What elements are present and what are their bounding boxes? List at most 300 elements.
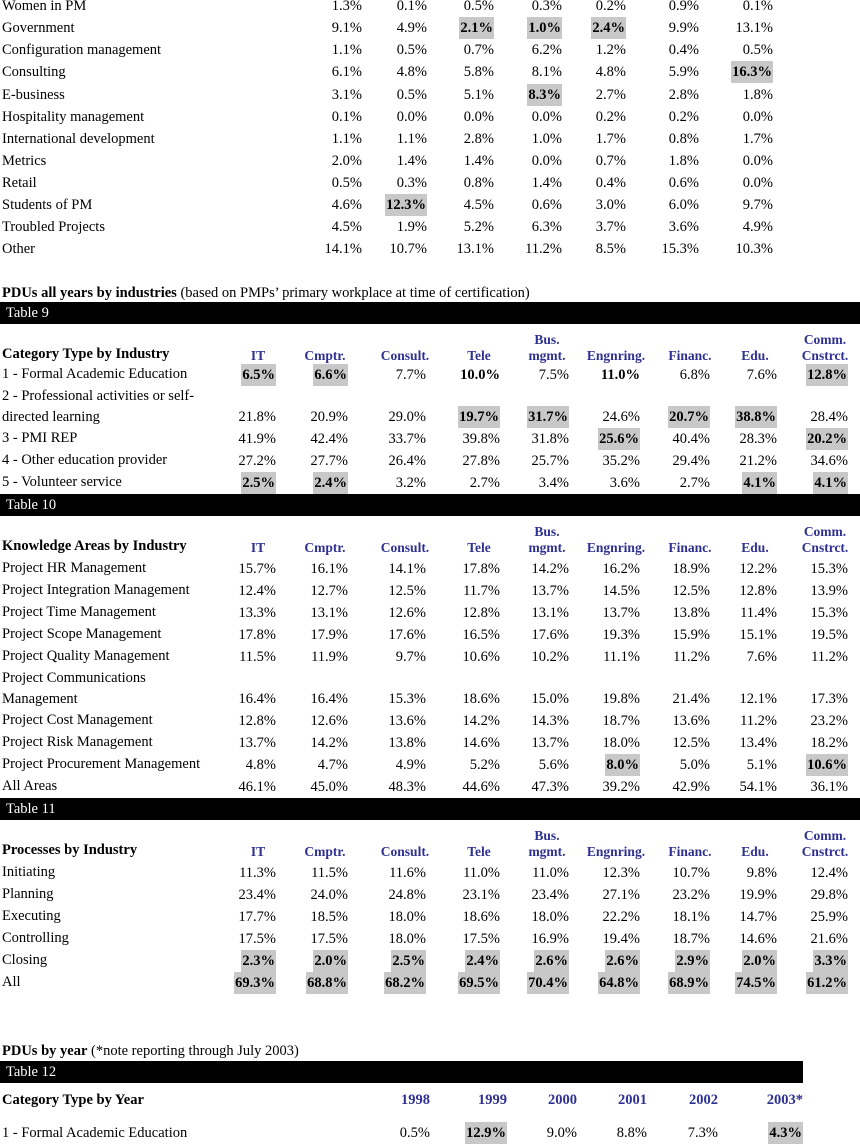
- table-row: [0, 216, 860, 238]
- value-cell: 0.7%: [595, 153, 626, 169]
- value-cell: 15.3%: [810, 605, 848, 621]
- value-cell: 9.1%: [331, 20, 362, 36]
- value-cell: 19.5%: [810, 627, 848, 643]
- value-cell: 16.5%: [462, 627, 500, 643]
- table-row: [0, 928, 860, 950]
- value-cell: 10.6%: [462, 649, 500, 665]
- column-header: 2003*: [766, 1092, 803, 1108]
- value-cell: 14.6%: [462, 735, 500, 751]
- value-cell: 5.1%: [746, 757, 777, 773]
- value-cell: 18.5%: [310, 909, 348, 925]
- value-cell: 18.6%: [462, 909, 500, 925]
- row-label: Project Scope Management: [2, 626, 162, 642]
- value-cell: 5.6%: [538, 757, 569, 773]
- value-cell: 13.1%: [456, 241, 494, 257]
- column-header: 2002: [689, 1092, 718, 1108]
- value-cell: 29.8%: [810, 887, 848, 903]
- value-cell: 7.6%: [746, 649, 777, 665]
- table-row: [0, 150, 860, 172]
- header-corner-label: Knowledge Areas by Industry: [2, 538, 187, 554]
- table-header: [0, 324, 860, 364]
- value-cell: 48.3%: [388, 779, 426, 795]
- value-cell: 0.2%: [595, 0, 626, 14]
- value-cell: 27.8%: [462, 453, 500, 469]
- value-cell: 16.2%: [602, 561, 640, 577]
- table-row: [0, 39, 860, 61]
- value-cell: 12.5%: [672, 735, 710, 751]
- column-header: Edu.: [741, 348, 769, 363]
- value-cell: 25.6%: [598, 428, 640, 450]
- row-label: Controlling: [2, 930, 69, 946]
- value-cell: 1.8%: [742, 87, 773, 103]
- value-cell: 2.7%: [595, 87, 626, 103]
- value-cell: 17.6%: [531, 627, 569, 643]
- value-cell: 17.8%: [462, 561, 500, 577]
- value-cell: 11.6%: [389, 865, 426, 881]
- value-cell: 27.7%: [310, 453, 348, 469]
- table-row: [0, 388, 860, 428]
- value-cell: 7.7%: [395, 367, 426, 383]
- table-row: [0, 364, 860, 386]
- value-cell: 0.5%: [463, 0, 494, 14]
- value-cell: 12.8%: [739, 583, 777, 599]
- value-cell: 0.2%: [595, 109, 626, 125]
- column-header: Cmptr.: [304, 348, 346, 363]
- value-cell: 23.2%: [672, 887, 710, 903]
- column-header: 2000: [548, 1092, 577, 1108]
- column-header: Consult.: [380, 348, 430, 363]
- value-cell: 0.3%: [396, 175, 427, 191]
- value-cell: 0.0%: [531, 153, 562, 169]
- value-cell: 7.6%: [746, 367, 777, 383]
- value-cell: 11.3%: [239, 865, 276, 881]
- value-cell: 4.7%: [317, 757, 348, 773]
- row-label: Project Communications Management: [2, 670, 146, 707]
- column-header: Cmptr.: [304, 844, 346, 859]
- value-cell: 17.5%: [238, 931, 276, 947]
- value-cell: 14.5%: [602, 583, 640, 599]
- row-label: E-business: [2, 87, 65, 103]
- value-cell: 1.0%: [531, 131, 562, 147]
- value-cell: 12.8%: [462, 605, 500, 621]
- value-cell: 9.7%: [395, 649, 426, 665]
- value-cell: 42.4%: [310, 431, 348, 447]
- value-cell: 4.3%: [768, 1122, 803, 1144]
- value-cell: 16.4%: [310, 691, 348, 707]
- value-cell: 13.4%: [739, 735, 777, 751]
- value-cell: 2.4%: [313, 472, 348, 494]
- value-cell: 0.0%: [742, 175, 773, 191]
- value-cell: 4.1%: [742, 472, 777, 494]
- value-cell: 74.5%: [735, 972, 777, 994]
- value-cell: 4.8%: [595, 64, 626, 80]
- value-cell: 40.4%: [672, 431, 710, 447]
- row-label: Initiating: [2, 864, 56, 880]
- value-cell: 11.5%: [311, 865, 348, 881]
- value-cell: 12.6%: [388, 605, 426, 621]
- value-cell: 24.0%: [310, 887, 348, 903]
- value-cell: 18.6%: [462, 691, 500, 707]
- value-cell: 13.8%: [388, 735, 426, 751]
- value-cell: 3.4%: [538, 475, 569, 491]
- value-cell: 3.6%: [668, 219, 699, 235]
- value-cell: 12.3%: [385, 194, 427, 216]
- column-header: Bus. mgmt.: [528, 332, 566, 363]
- value-cell: 68.9%: [668, 972, 710, 994]
- value-cell: 23.4%: [238, 887, 276, 903]
- value-cell: 2.9%: [675, 950, 710, 972]
- value-cell: 2.1%: [459, 17, 494, 39]
- table-row: [0, 732, 860, 754]
- table-row: [0, 428, 860, 450]
- table-row: [0, 84, 860, 106]
- value-cell: 19.9%: [739, 887, 777, 903]
- value-cell: 19.7%: [458, 406, 500, 428]
- value-cell: 0.3%: [531, 0, 562, 14]
- value-cell: 0.6%: [668, 175, 699, 191]
- value-cell: 11.9%: [311, 649, 348, 665]
- table-row: [0, 580, 860, 602]
- value-cell: 7.3%: [687, 1125, 718, 1141]
- row-label: Project Risk Management: [2, 734, 153, 750]
- value-cell: 13.1%: [735, 20, 773, 36]
- value-cell: 10.3%: [735, 241, 773, 257]
- value-cell: 6.6%: [313, 364, 348, 386]
- value-cell: 20.9%: [310, 409, 348, 425]
- column-header: Financ.: [668, 540, 712, 555]
- value-cell: 15.3%: [388, 691, 426, 707]
- value-cell: 12.5%: [672, 583, 710, 599]
- value-cell: 2.0%: [313, 950, 348, 972]
- value-cell: 17.6%: [388, 627, 426, 643]
- value-cell: 47.3%: [531, 779, 569, 795]
- header-corner-label: Category Type by Industry: [2, 346, 170, 362]
- value-cell: 68.2%: [384, 972, 426, 994]
- value-cell: 21.4%: [672, 691, 710, 707]
- column-header: Consult.: [380, 844, 430, 859]
- value-cell: 5.2%: [463, 219, 494, 235]
- value-cell: 15.3%: [661, 241, 699, 257]
- value-cell: 0.5%: [331, 175, 362, 191]
- value-cell: 33.7%: [388, 431, 426, 447]
- column-header: IT: [250, 348, 266, 363]
- value-cell: 2.8%: [668, 87, 699, 103]
- table-row: [0, 17, 860, 39]
- table-header: [0, 516, 860, 556]
- value-cell: 10.0%: [460, 367, 500, 383]
- value-cell: 25.9%: [810, 909, 848, 925]
- table-row: [0, 906, 860, 928]
- table-row: [0, 670, 860, 710]
- value-cell: 11.2%: [525, 241, 562, 257]
- value-cell: 39.8%: [462, 431, 500, 447]
- row-label: Project Quality Management: [2, 648, 170, 664]
- value-cell: 41.9%: [238, 431, 276, 447]
- table-row: [0, 862, 860, 884]
- value-cell: 0.5%: [396, 87, 427, 103]
- value-cell: 12.4%: [810, 865, 848, 881]
- table-header: [0, 1089, 860, 1111]
- value-cell: 9.0%: [546, 1125, 577, 1141]
- value-cell: 0.7%: [463, 42, 494, 58]
- value-cell: 11.5%: [239, 649, 276, 665]
- row-label: 1 - Formal Academic Education: [2, 366, 188, 382]
- column-header: Financ.: [668, 348, 712, 363]
- value-cell: 0.8%: [463, 175, 494, 191]
- column-header: 1999: [478, 1092, 507, 1108]
- value-cell: 3.1%: [331, 87, 362, 103]
- value-cell: 42.9%: [672, 779, 710, 795]
- value-cell: 4.1%: [813, 472, 848, 494]
- value-cell: 16.9%: [531, 931, 569, 947]
- value-cell: 15.7%: [238, 561, 276, 577]
- value-cell: 2.3%: [241, 950, 276, 972]
- value-cell: 44.6%: [462, 779, 500, 795]
- value-cell: 7.5%: [538, 367, 569, 383]
- value-cell: 28.4%: [810, 409, 848, 425]
- column-header: 2001: [618, 1092, 647, 1108]
- value-cell: 3.7%: [595, 219, 626, 235]
- table-row: [0, 558, 860, 580]
- value-cell: 2.0%: [331, 153, 362, 169]
- value-cell: 0.1%: [331, 109, 362, 125]
- value-cell: 17.8%: [238, 627, 276, 643]
- value-cell: 4.8%: [245, 757, 276, 773]
- value-cell: 20.7%: [668, 406, 710, 428]
- value-cell: 0.0%: [531, 109, 562, 125]
- value-cell: 18.7%: [672, 931, 710, 947]
- value-cell: 24.6%: [602, 409, 640, 425]
- value-cell: 2.4%: [591, 17, 626, 39]
- value-cell: 6.1%: [331, 64, 362, 80]
- column-header: Tele: [467, 844, 491, 859]
- value-cell: 18.7%: [602, 713, 640, 729]
- value-cell: 0.0%: [396, 109, 427, 125]
- table-caption: Table 11: [0, 798, 860, 820]
- row-label: All: [2, 974, 21, 990]
- table-row: [0, 472, 860, 494]
- value-cell: 6.3%: [531, 219, 562, 235]
- value-cell: 13.8%: [672, 605, 710, 621]
- value-cell: 1.1%: [331, 42, 362, 58]
- column-header: Bus. mgmt.: [528, 524, 566, 555]
- value-cell: 4.9%: [396, 20, 427, 36]
- value-cell: 12.3%: [602, 865, 640, 881]
- value-cell: 17.5%: [310, 931, 348, 947]
- value-cell: 2.8%: [463, 131, 494, 147]
- value-cell: 14.2%: [531, 561, 569, 577]
- value-cell: 4.5%: [463, 197, 494, 213]
- section-note: (*note reporting through July 2003): [91, 1043, 299, 1059]
- value-cell: 23.1%: [462, 887, 500, 903]
- value-cell: 45.0%: [310, 779, 348, 795]
- row-label: International development: [2, 131, 155, 147]
- value-cell: 2.0%: [742, 950, 777, 972]
- row-label: Project Time Management: [2, 604, 156, 620]
- column-header: Comm. Cnstrct.: [801, 524, 849, 555]
- row-label: 5 - Volunteer service: [2, 474, 122, 490]
- value-cell: 1.3%: [331, 0, 362, 14]
- value-cell: 6.8%: [679, 367, 710, 383]
- value-cell: 11.1%: [603, 649, 640, 665]
- value-cell: 0.1%: [396, 0, 427, 14]
- value-cell: 13.7%: [238, 735, 276, 751]
- value-cell: 15.9%: [672, 627, 710, 643]
- value-cell: 1.1%: [331, 131, 362, 147]
- value-cell: 8.0%: [605, 754, 640, 776]
- value-cell: 12.5%: [388, 583, 426, 599]
- value-cell: 22.2%: [602, 909, 640, 925]
- value-cell: 8.8%: [616, 1125, 647, 1141]
- table-row: [0, 710, 860, 732]
- value-cell: 0.8%: [668, 131, 699, 147]
- row-label: Configuration management: [2, 42, 162, 58]
- column-header: Engnring.: [586, 348, 646, 363]
- row-label: Closing: [2, 952, 48, 968]
- value-cell: 3.2%: [395, 475, 426, 491]
- value-cell: 0.9%: [668, 0, 699, 14]
- value-cell: 18.0%: [388, 909, 426, 925]
- value-cell: 18.0%: [388, 931, 426, 947]
- column-header: Engnring.: [586, 844, 646, 859]
- value-cell: 11.7%: [463, 583, 500, 599]
- value-cell: 3.3%: [813, 950, 848, 972]
- column-header: IT: [250, 844, 266, 859]
- column-header: Comm. Cnstrct.: [801, 332, 849, 363]
- value-cell: 2.6%: [534, 950, 569, 972]
- value-cell: 16.3%: [731, 61, 773, 83]
- value-cell: 5.8%: [463, 64, 494, 80]
- row-label: 1 - Formal Academic Education: [2, 1125, 188, 1141]
- section-title: PDUs by year: [2, 1043, 88, 1059]
- value-cell: 6.5%: [241, 364, 276, 386]
- value-cell: 13.7%: [602, 605, 640, 621]
- value-cell: 13.3%: [238, 605, 276, 621]
- value-cell: 11.0%: [463, 865, 500, 881]
- row-label: Hospitality management: [2, 109, 145, 125]
- value-cell: 11.0%: [532, 865, 569, 881]
- value-cell: 0.4%: [595, 175, 626, 191]
- row-label: Project Procurement Management: [2, 756, 201, 772]
- value-cell: 0.0%: [463, 109, 494, 125]
- value-cell: 0.5%: [396, 42, 427, 58]
- row-label: Project HR Management: [2, 560, 147, 576]
- value-cell: 68.8%: [306, 972, 348, 994]
- value-cell: 18.0%: [531, 909, 569, 925]
- value-cell: 1.0%: [527, 17, 562, 39]
- value-cell: 29.4%: [672, 453, 710, 469]
- value-cell: 1.4%: [463, 153, 494, 169]
- value-cell: 27.1%: [602, 887, 640, 903]
- value-cell: 12.6%: [310, 713, 348, 729]
- value-cell: 36.1%: [810, 779, 848, 795]
- value-cell: 13.9%: [810, 583, 848, 599]
- column-header: IT: [250, 540, 266, 555]
- value-cell: 12.8%: [806, 364, 848, 386]
- value-cell: 3.6%: [609, 475, 640, 491]
- table-row: [0, 884, 860, 906]
- table-row: [0, 754, 860, 776]
- table-caption: Table 10: [0, 494, 860, 516]
- row-label: 4 - Other education provider: [2, 452, 168, 468]
- value-cell: 31.7%: [527, 406, 569, 428]
- row-label: 2 - Professional activities or self- directed learning: [2, 388, 195, 425]
- column-header: Cmptr.: [304, 540, 346, 555]
- value-cell: 24.8%: [388, 887, 426, 903]
- value-cell: 12.2%: [739, 561, 777, 577]
- value-cell: 12.1%: [739, 691, 777, 707]
- value-cell: 17.3%: [810, 691, 848, 707]
- column-header: Engnring.: [586, 540, 646, 555]
- value-cell: 10.7%: [672, 865, 710, 881]
- value-cell: 15.1%: [739, 627, 777, 643]
- value-cell: 18.9%: [672, 561, 710, 577]
- value-cell: 3.0%: [595, 197, 626, 213]
- table-row: [0, 172, 860, 194]
- value-cell: 1.8%: [668, 153, 699, 169]
- value-cell: 25.7%: [531, 453, 569, 469]
- value-cell: 11.0%: [600, 367, 640, 383]
- table-caption: Table 9: [0, 302, 860, 324]
- value-cell: 14.1%: [388, 561, 426, 577]
- value-cell: 16.4%: [238, 691, 276, 707]
- value-cell: 15.3%: [810, 561, 848, 577]
- value-cell: 28.3%: [739, 431, 777, 447]
- table-row: [0, 646, 860, 668]
- value-cell: 13.7%: [531, 583, 569, 599]
- value-cell: 11.4%: [740, 605, 777, 621]
- value-cell: 38.8%: [735, 406, 777, 428]
- value-cell: 0.0%: [742, 109, 773, 125]
- value-cell: 9.9%: [668, 20, 699, 36]
- value-cell: 17.5%: [462, 931, 500, 947]
- value-cell: 11.2%: [673, 649, 710, 665]
- value-cell: 14.1%: [324, 241, 362, 257]
- value-cell: 13.1%: [310, 605, 348, 621]
- column-header: Comm. Cnstrct.: [801, 828, 849, 859]
- value-cell: 18.1%: [672, 909, 710, 925]
- value-cell: 0.5%: [399, 1125, 430, 1141]
- value-cell: 17.7%: [238, 909, 276, 925]
- value-cell: 10.2%: [531, 649, 569, 665]
- table-row: [0, 128, 860, 150]
- value-cell: 29.0%: [388, 409, 426, 425]
- section-heading: [2, 1041, 299, 1061]
- value-cell: 1.4%: [396, 153, 427, 169]
- value-cell: 14.2%: [462, 713, 500, 729]
- value-cell: 17.9%: [310, 627, 348, 643]
- value-cell: 4.5%: [331, 219, 362, 235]
- value-cell: 19.3%: [602, 627, 640, 643]
- value-cell: 4.6%: [331, 197, 362, 213]
- section-title: PDUs all years by industries: [2, 285, 177, 301]
- row-label: Other: [2, 241, 36, 257]
- table-row: [0, 0, 860, 17]
- row-label: Women in PM: [2, 0, 87, 14]
- value-cell: 13.6%: [388, 713, 426, 729]
- column-header: Consult.: [380, 540, 430, 555]
- value-cell: 39.2%: [602, 779, 640, 795]
- row-label: Government: [2, 20, 75, 36]
- row-label: Students of PM: [2, 197, 93, 213]
- value-cell: 2.4%: [465, 950, 500, 972]
- value-cell: 10.7%: [389, 241, 427, 257]
- value-cell: 10.6%: [806, 754, 848, 776]
- value-cell: 1.9%: [396, 219, 427, 235]
- value-cell: 69.3%: [234, 972, 276, 994]
- row-label: 3 - PMI REP: [2, 430, 78, 446]
- value-cell: 14.3%: [531, 713, 569, 729]
